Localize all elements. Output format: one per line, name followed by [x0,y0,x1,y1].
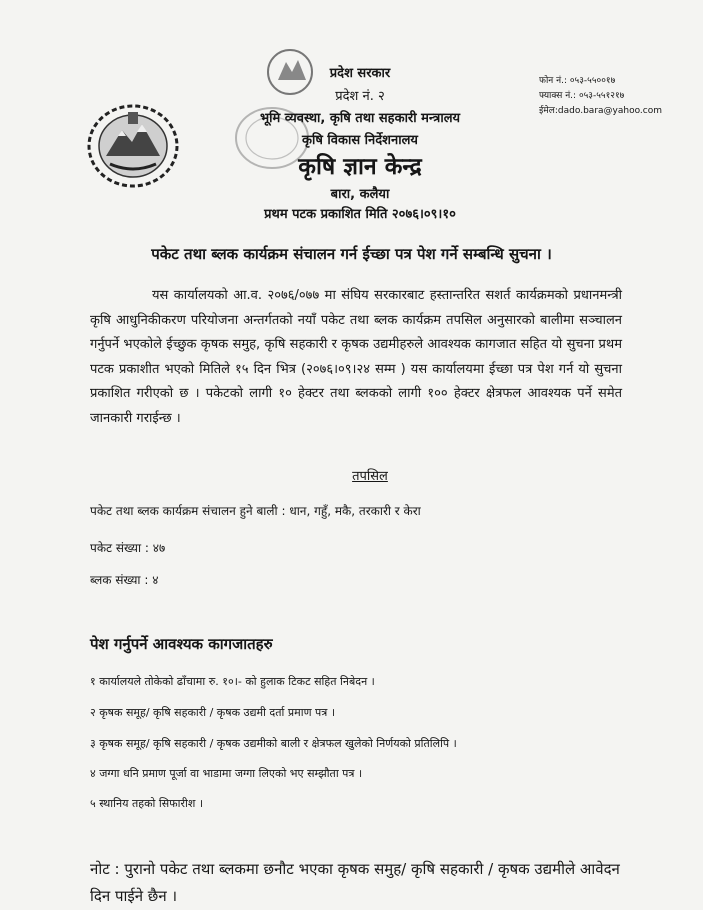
notice-title: पकेट तथा ब्लक कार्यक्रम संचालन गर्न ईच्छा पत्र पेश गर्ने सम्बन्धि सुचना । [151,245,552,263]
document-item: ५ स्थानिय तहको सिफारीश । [90,797,203,810]
office-name: कृषि ज्ञान केन्द्र [298,154,422,180]
office-location: बारा, कलैया [330,187,390,202]
crops-line: पकेट तथा ब्लक कार्यक्रम संचालन हुने बाली : धान, गहुँ, मकै, तरकारी र केरा [90,504,421,518]
notice-body-text: यस कार्यालयको आ.व. २०७६/०७७ मा संघिय सरकारबाट हस्तान्तरित सशर्त कार्यक्रमको प्रधानमन्त्री कृषि आधुनिकीकरण परियोजना अन्तर्गतको नयाँ पकेट तथा ब्लक कार्यक्रम तपसिल अनुसारको बालीमा सञ्चालन गर्नुपर्ने भएकोले ईच्छुक कृषक समुह, कृषि सहकारी र कृषक उद्यमीहरुले आवश्यक कागजात सहित यो सुचना प्रथम पटक प्रकाशीत भएको मितिले १५ दिन भित्र (२०७६।०९।२४ सम्म ) यस कार्यालयमा ईच्छा पत्र पेश गर्न यो सुचना प्रकाशित गरीएको छ । पकेटको लागी १० हेक्टर तथा ब्लकको लागी १०० हेक्टर क्षेत्रफल आवश्यक पर्ने समेत जानकारी गराईन्छ । [90,288,622,426]
province-name: प्रदेश नं. २ [335,89,385,104]
govt-name: प्रदेश सरकार [329,66,391,81]
document-item: २ कृषक समूह/ कृषि सहकारी / कृषक उद्यमी दर्ता प्रमाण पत्र । [90,706,336,719]
tapasil-heading: तपसिल [352,469,388,484]
document-item: ४ जग्गा धनि प्रमाण पूर्जा वा भाडामा जग्गा लिएको भए सम्झौता पत्र । [90,767,363,780]
pocket-count: पकेट संख्या : ४७ [90,541,166,555]
block-count: ब्लक संख्या : ४ [90,573,159,587]
document-item: ३ कृषक समूह/ कृषि सहकारी / कृषक उद्यमीको बाली र क्षेत्रफल खुलेको निर्णयको प्रतिलिपि । [90,737,457,750]
contact-phone: फोन नं.: ०५३-५५००१७ [539,76,616,86]
note-text: नोट : पुरानो पकेट तथा ब्लकमा छनौट भएका कृषक समुह/ कृषि सहकारी / कृषक उद्यमीले आवेदन दिन पाईने छैन । [90,860,620,905]
ministry-name: भूमि व्यवस्था, कृषि तथा सहकारी मन्त्रालय [259,111,461,126]
notice-body [90,284,622,431]
publish-date: प्रथम पटक प्रकाशित मिति २०७६।०९।१० [264,207,456,222]
document-item: १ कार्यालयले तोकेको ढाँचामा रु. १०।- को हुलाक टिकट सहित निबेदन । [90,675,375,688]
contact-email: ईमेल:dado.bara@yahoo.com [539,106,663,116]
contact-fax: फ्याक्स नं.: ०५३-५५१२१७ [539,91,625,101]
documents-heading: पेश गर्नुपर्ने आवश्यक कागजातहरु [90,635,273,653]
directorate-name: कृषि विकास निर्देशनालय [302,133,418,148]
